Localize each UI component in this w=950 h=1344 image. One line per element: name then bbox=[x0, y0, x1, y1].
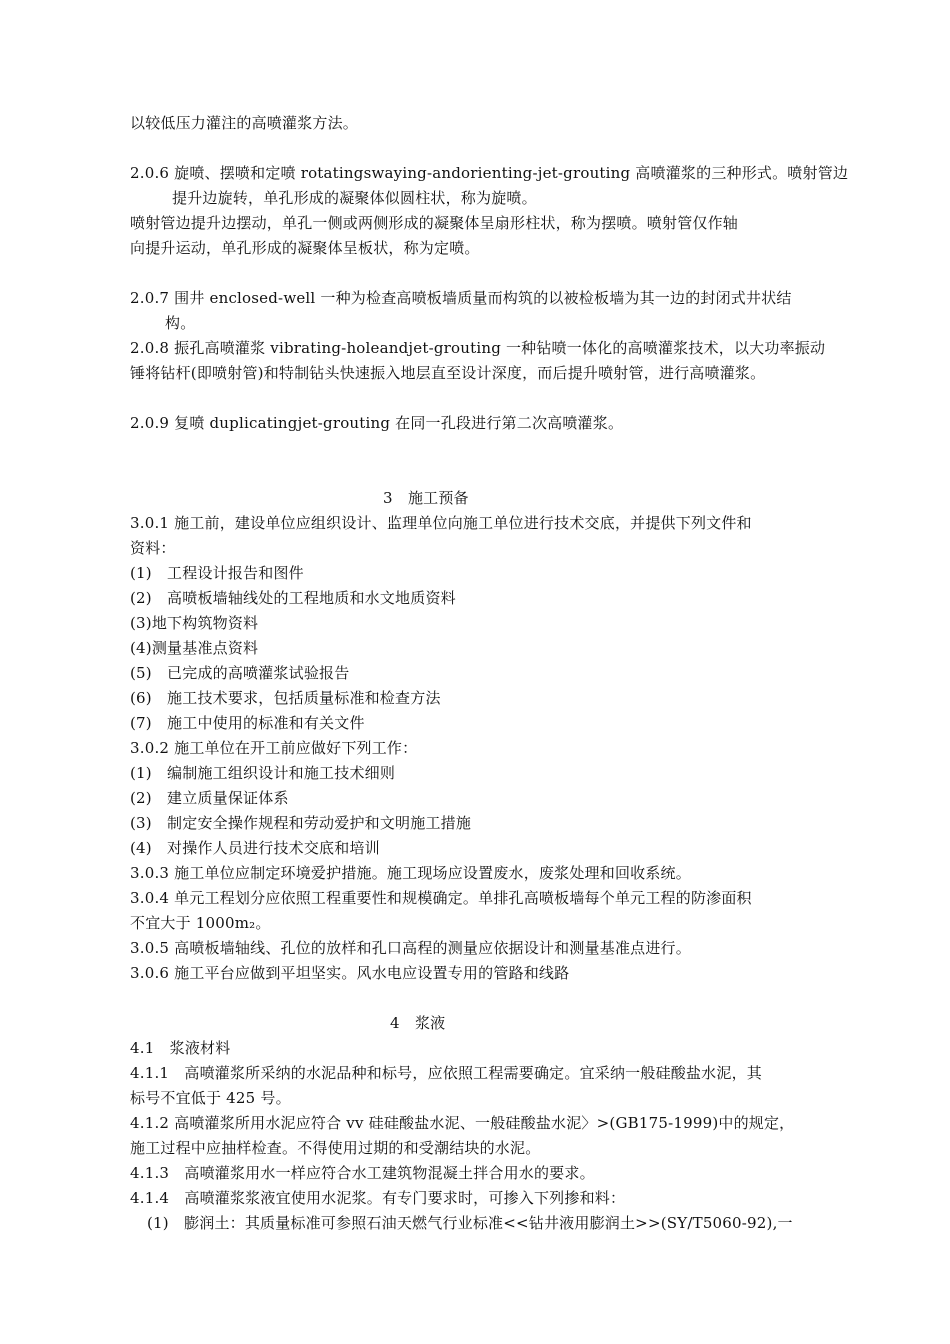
list-item: (1) 膨润土：其质量标准可参照石油天燃气行业标准<<钻井液用膨润土>>(SY/T5060-92),一 bbox=[147, 1214, 793, 1232]
text-line: 资料： bbox=[130, 539, 176, 557]
section-3-0-1: 3.0.1 施工前，建设单位应组织设计、监理单位向施工单位进行技术交底，并提供下列文件和 bbox=[130, 514, 752, 532]
section-4-1: 4.1 浆液材料 bbox=[130, 1039, 231, 1057]
list-item: (1) 编制施工组织设计和施工技术细则 bbox=[130, 764, 396, 782]
text-line: 施工过程中应抽样检查。不得使用过期的和受潮结块的水泥。 bbox=[130, 1139, 541, 1157]
section-3-0-5: 3.0.5 高喷板墙轴线、孔位的放样和孔口高程的测量应依据设计和测量基准点进行。 bbox=[130, 939, 691, 957]
section-4-1-2: 4.1.2 高喷灌浆所用水泥应符合 vv 硅硅酸盐水泥、一般硅酸盐水泥〉>(GB175-1999)中的规定， bbox=[130, 1114, 795, 1132]
section-2-0-9: 2.0.9 复喷 duplicatingjet-grouting 在同一孔段进行第二次高喷灌浆。 bbox=[130, 414, 624, 432]
section-3-0-3: 3.0.3 施工单位应制定环境爱护措施。施工现场应设置废水，废浆处理和回收系统。 bbox=[130, 864, 691, 882]
text-line: 向提升运动，单孔形成的凝聚体呈板状，称为定喷。 bbox=[130, 239, 480, 257]
section-3-0-6: 3.0.6 施工平台应做到平坦坚实。风水电应设置专用的管路和线路 bbox=[130, 964, 570, 982]
text-line: 以较低压力灌注的高喷灌浆方法。 bbox=[130, 114, 359, 132]
list-item: (4) 对操作人员进行技术交底和培训 bbox=[130, 839, 380, 857]
section-2-0-7: 2.0.7 围井 enclosed-well 一种为检查高喷板墙质量而构筑的以被检板墙为其一边的封闭式井状结 bbox=[130, 289, 792, 307]
text-line: 不宜大于 1000m₂。 bbox=[130, 914, 271, 932]
text-line: 提升边旋转，单孔形成的凝聚体似圆柱状，称为旋喷。 bbox=[172, 189, 537, 207]
section-3-0-4: 3.0.4 单元工程划分应依照工程重要性和规模确定。单排孔高喷板墙每个单元工程的防渗面积 bbox=[130, 889, 752, 907]
section-2-0-6: 2.0.6 旋喷、摆喷和定喷 rotatingswaying-andorienting-jet-grouting 高喷灌浆的三种形式。喷射管边 bbox=[130, 164, 849, 182]
list-item: (2) 高喷板墙轴线处的工程地质和水文地质资料 bbox=[130, 589, 456, 607]
section-3-0-2: 3.0.2 施工单位在开工前应做好下列工作： bbox=[130, 739, 418, 757]
text-line: 喷射管边提升边摆动，单孔一侧或两侧形成的凝聚体呈扇形柱状，称为摆喷。喷射管仅作轴 bbox=[130, 214, 739, 232]
list-item: (3)地下构筑物资料 bbox=[130, 614, 259, 632]
chapter-4-heading: 4 浆液 bbox=[390, 1014, 446, 1032]
chapter-3-heading: 3 施工预备 bbox=[383, 489, 469, 507]
list-item: (7) 施工中使用的标准和有关文件 bbox=[130, 714, 365, 732]
list-item: (1) 工程设计报告和图件 bbox=[130, 564, 304, 582]
list-item: (5) 已完成的高喷灌浆试验报告 bbox=[130, 664, 350, 682]
list-item: (2) 建立质量保证体系 bbox=[130, 789, 289, 807]
text-line: 锤将钻杆(即喷射管)和特制钻头快速振入地层直至设计深度，而后提升喷射管，进行高喷灌浆。 bbox=[130, 364, 766, 382]
list-item: (4)测量基准点资料 bbox=[130, 639, 259, 657]
section-4-1-1: 4.1.1 高喷灌浆所采纳的水泥品种和标号，应依照工程需要确定。宜采纳一般硅酸盐水泥，其 bbox=[130, 1064, 762, 1082]
list-item: (3) 制定安全操作规程和劳动爱护和文明施工措施 bbox=[130, 814, 472, 832]
text-line: 构。 bbox=[165, 314, 196, 332]
list-item: (6) 施工技术要求，包括质量标准和检查方法 bbox=[130, 689, 441, 707]
section-4-1-3: 4.1.3 高喷灌浆用水一样应符合水工建筑物混凝土拌合用水的要求。 bbox=[130, 1164, 595, 1182]
section-2-0-8: 2.0.8 振孔高喷灌浆 vibrating-holeandjet-grouting 一种钻喷一体化的高喷灌浆技术，以大功率振动 bbox=[130, 339, 826, 357]
section-4-1-4: 4.1.4 高喷灌浆浆液宜使用水泥浆。有专门要求时，可掺入下列掺和料： bbox=[130, 1189, 626, 1207]
text-line: 标号不宜低于 425 号。 bbox=[130, 1089, 291, 1107]
